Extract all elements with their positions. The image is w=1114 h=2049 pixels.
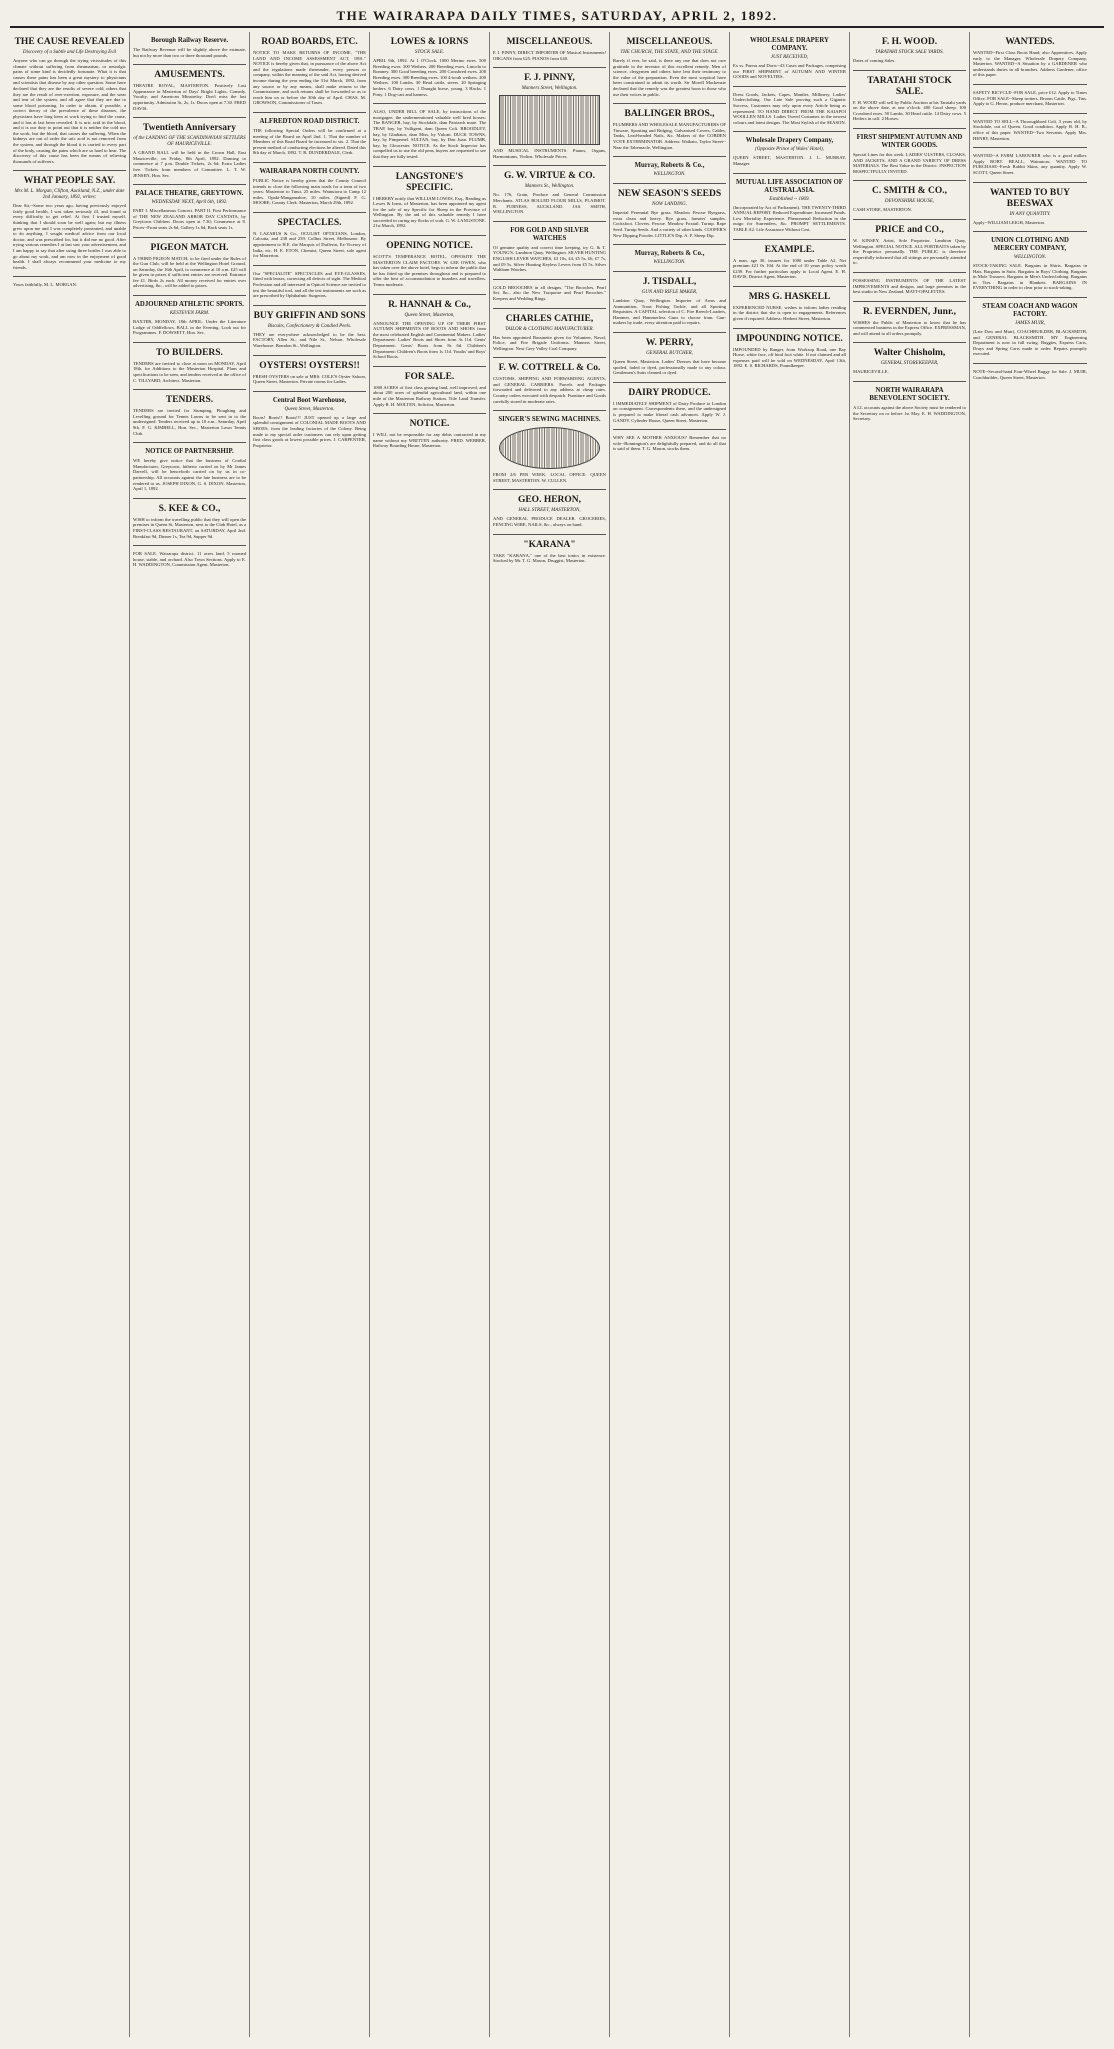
article-block: [973, 364, 1087, 386]
article-subhead: NOW LANDING.: [651, 202, 687, 208]
article-subhead: Queen Street, Masterton,: [404, 312, 455, 318]
article-headline: OYSTERS! OYSTERS!!: [259, 360, 360, 371]
article-text: MAURICEVILLE.: [853, 369, 889, 375]
article-block: [253, 392, 366, 455]
article-block: [493, 166, 606, 221]
article-text: AND GENERAL PRODUCE DEALER. GROCERIES, FENCING WIRE, NAILS, &c., always on hand.: [493, 516, 606, 528]
article-block: [133, 296, 246, 343]
article-text: Of genuine quality and correct time keeping, try G. & T. YOUNG'S, Lambton Quay, Wellington. SILVER HUNTING ENGLISH LEVER WATCHES, £3 10s, £4, £5 5s, £6, £7 7s, and £9 5s. Silver Hunting Keyless Levers from £5 5s. Silver Waltham Watches.: [493, 244, 606, 273]
article-headline: WHOLESALE DRAPERY COMPANY.: [750, 37, 829, 52]
article-headline: FOR GOLD AND SILVER WATCHES: [510, 226, 589, 242]
article-headline: WHAT PEOPLE SAY.: [23, 176, 116, 187]
article-text: Our "SPECIALITE" SPECTACLES and EYE-GLASSES, fitted with lenses, correcting all defects of sight. The Medical Profession and all interested in Optical Science are invited to test the beautiful tool, and all the test instruments are such as are prescribed by Ophthalmic Surgeons.: [253, 270, 366, 299]
article-text: EXPERIENCED NURSE, wishes to inform ladies residing in the district that she is open to engagements. References given if required. Address: Herbert Street, Masterton.: [733, 304, 846, 322]
article-headline: EXAMPLE.: [764, 244, 815, 255]
article-subhead: JUST RECEIVED,: [770, 55, 809, 60]
article-headline: GEO. HERON,: [517, 495, 582, 506]
column-1: [10, 32, 130, 2037]
article-text: Lambton Quay, Wellington. Importer of Arms and Ammunition, Trout Fishing Tackle, and all Sporting Requisites. A CAPITAL selection of C. Fire Breech-Loaders, Hammer, and Hammerless Guns to choose from. Gun-makers by trade, every attention paid to repairs.: [613, 298, 726, 326]
article-block: [853, 71, 966, 129]
article-text: PLUMBERS AND WHOLESALE MANUFACTURERS OF Tinware, Spouting and Ridging, Galvanised Covers, Cables, Tanks, Lead-headed Nails, &c. Makers of the COBDEN VOTE EXTERMINATOR. Address: Waikato, Taylor Street--Near the Tabernacle, Wellington.: [613, 122, 726, 150]
article-block: [133, 343, 246, 390]
article-block: [133, 443, 246, 499]
article-headline: FIRST SHIPMENT AUTUMN AND WINTER GOODS.: [856, 133, 963, 149]
article-subhead: (Opposite Prince of Wales' Hotel),: [755, 147, 824, 153]
article-subhead: IN ANY QUANTITY.: [1009, 211, 1051, 217]
article-headline: ROAD BOARDS, ETC.: [261, 37, 358, 47]
article-block: [973, 183, 1087, 233]
article-text: I WILL not be responsible for any debts contracted in my name without my WRITTEN authority. FRED. WEBBER, Railway Boarding House, Masterton.: [373, 432, 486, 449]
article-block: [253, 266, 366, 306]
article-block: [253, 113, 366, 163]
article-block: [373, 32, 486, 104]
article-text: THEATRE ROYAL, MASTERTON. Positively Last Appearance in Masterton of Days' Bright Lights, Comedy, Vocalty, and American Minstrelsy. Don't miss the last opportunity. Admission 3s, 2s, 1s. Doors open at 7.30. FRED DAVIS.: [133, 83, 246, 111]
article-headline: LANGSTONE'S SPECIFIC.: [395, 171, 464, 193]
article-block: [13, 277, 126, 294]
article-headline: WANTEDS.: [1005, 37, 1055, 47]
article-text: Boots! Boots!! Boots!!! JUST opened up a large and splendid consignment of COLONIAL MADE BOOTS AND SHOES, from the leading factories of the Colony. Being made to my special order customers can rely upon getting first class goods at lowest possible prices. J. CARPENTER, Proprietor.: [253, 414, 366, 448]
article-headline: W. PERRY,: [645, 338, 694, 349]
article-text: GOLD BROOCHES in all designs. "The Brooches, Pearl Set, &c., also the New Turquoise and Pearl Brooches." Keepers and Wedding Rings.: [493, 284, 606, 301]
article-text: Yours faithfully, M. L. MORGAN.: [13, 282, 78, 288]
article-subhead: STOCK SALE.: [414, 50, 445, 55]
column-4: [370, 32, 490, 2037]
article-block: [973, 232, 1087, 298]
article-text: (Late Dow and Muir), COACHBUILDER, BLACKSMITH, and GENERAL BLACKSMITH. MY Engineering Department is now in full swing. Buggies, Express Carts, Drays and Spring Carts made to order. Repairs promptly executed.: [973, 329, 1087, 357]
article-subhead: KESTEVEN FARM.: [169, 311, 210, 317]
article-block: [13, 171, 126, 277]
article-block: [373, 295, 486, 367]
article-block: [853, 32, 966, 71]
article-subhead: WELLINGTON.: [1013, 255, 1047, 261]
article-block: [973, 85, 1087, 114]
article-headline: F. J. PINNY,: [524, 73, 575, 84]
article-text: 1000 ACRES of first class grazing land, well improved, and about 200 acres of splendid agricultural land, within one mile of the Masterton Railway Station. Title Land Transfer. Apply R. H. MOLTEN, Solicitor, Masterton.: [373, 384, 486, 407]
article-block: [613, 272, 726, 333]
article-block: [973, 32, 1087, 85]
article-text: Rarely if ever, be said, is there any one that does not owe gratitude to the inventor of this excellent remedy. Men of science, clergymen and others have lent their testimony to the value of the preparation. Even the most sceptical have been constrained to admit its worth. Sir Morell Mackenzie declared that the remedy was the greatest boon to those who use their voices in public.: [613, 58, 726, 97]
article-block: [493, 280, 606, 309]
article-subhead: Established -- 1869.: [769, 196, 810, 202]
article-headline: PALACE THEATRE, GREYTOWN.: [135, 190, 244, 198]
article-headline: PRICE and CO.,: [875, 224, 944, 235]
article-text: THE following Special Orders will be confirmed at a meeting of the Board on April 2nd. 1. That the number of Members of this Road Board be increased to six. 2. That the present method of conducting elections be altered. Dated this 8th day of March, 1892. T. R. DUNDERDALE, Clerk.: [253, 127, 366, 156]
article-headline: NORTH WAIRARAPA BENEVOLENT SOCIETY.: [869, 387, 950, 403]
article-headline: "KARANA": [523, 539, 576, 550]
article-headline: MISCELLANEOUS.: [626, 37, 713, 47]
article-block: [13, 32, 126, 171]
article-block: [133, 118, 246, 185]
article-subhead: Queen Street, Masterton.: [284, 406, 335, 412]
article-headline: DAIRY PRODUCE.: [628, 387, 711, 398]
article-block: [613, 104, 726, 157]
article-text: TENDERS are invited to close at noon on MONDAY, April 18th, for Additions to the Masterton Hospital. Plans and specifications to be seen, and tenders received at the office of C. TILLYARD, Architect, Masterton.: [133, 360, 246, 383]
article-subhead: GENERAL BUTCHER,: [646, 351, 693, 357]
article-block: [973, 148, 1087, 182]
article-headline: F. W. COTTRELL & Co.: [498, 363, 601, 374]
article-text: BAXTER, MONDAY, 18th APRIL. Under the Literature Lodge of Oddfellows. BALL in the Evening. Look out for Programmes. F. DOWSETT, Hon. Sec.: [133, 319, 246, 336]
article-headline: TENDERS.: [165, 395, 214, 406]
column-3: [250, 32, 370, 2037]
article-headline: WANTED TO BUY BEESWAX: [990, 187, 1070, 209]
article-headline: MUTUAL LIFE ASSOCIATION OF AUSTRALASIA.: [736, 178, 843, 194]
article-block: [853, 382, 966, 428]
article-headline: BALLINGER BROS.,: [624, 109, 715, 120]
article-text: Dress Goods, Jackets, Capes, Mantles, Millinery, Ladies' Underclothing. Our Late Sale proving such a Gigantic Success, Customers may rely upon every Article being as represented. TO HAND DIRECT FROM THE KAIAPOI WOOLLEN MILLS. Ladies Tweed Costumes in the newest colours and latest designs. The Most Stylish of the SEASON.: [733, 91, 846, 125]
article-headline: PIGEON MATCH.: [150, 242, 229, 253]
article-headline: ALFREDTON ROAD DISTRICT.: [259, 117, 360, 125]
article-block: [853, 220, 966, 273]
article-block: [973, 298, 1087, 364]
article-block: [733, 87, 846, 133]
article-block: [253, 306, 366, 356]
column-9: [970, 32, 1090, 2037]
article-headline: Walter Chisholm,: [873, 348, 946, 359]
column-6: [610, 32, 730, 2037]
article-text: A LL accounts against the above Society must be rendered to the Secretary on or before 1st May. E. H. WADDINGTON, Secretary.: [853, 405, 966, 422]
article-subhead: Mrs M. L. Morgan, Clifton, Auckland, N.Z., under date 2nd January, 1892, writes:: [14, 189, 125, 201]
article-subhead: HALL STREET, MASTERTON,: [518, 508, 581, 514]
article-block: [493, 32, 606, 68]
article-text: Dear Sir,--Some two years ago, having previously enjoyed fairly good health, I was taken seriously ill, and found at every difficulty to get relief. At first I trusted myself, thinking that I should soon be well again; but my illness grew upon me and I was completely prostrated, and unable to do anything. I sought medical advice from our local doctor, and was prescribed for, but it did me no good. After trying various remedies I at last saw your advertisement, and I am happy to say that after using three bottles I was able to go about my work, and am now in the enjoyment of good health. I shall always recommend your medicine to my friends.: [13, 203, 126, 270]
article-block: [133, 546, 246, 574]
column-5: [490, 32, 610, 2037]
article-block: [373, 414, 486, 455]
article-headline: IMPOUNDING NOTICE.: [736, 333, 843, 344]
article-block: [373, 167, 486, 237]
article-text: Anyone who can go through the trying vicissitudes of this climate without suffering from rheumatism, or neuralgic pains of some kind is decidedly fortunate. What it is that causes these pains has been a great mystery to physicians and scientists that disease by any other question. Some have declared that they are the results of severe cold, others that they are the result of over-exertion, exposure, and the wear and tear of the system, and all agree that they are due to some blood poisoning. In order to obtain, if possible, a correct theory of the prevalence of these diseases, the physicians have long been at work trying to find the cause, and it has at last been revealed. It is uric acid in the blood, and it is our duty to point out that it is neither the cold nor the work, but the blood, that causes the suffering. When the kidneys are out of order the uric acid is not removed from the system, and through the blood it is carried to every part of the body, causing the pains which are so hard to bear. The discovery of this cause has been the means of relieving thousands of sufferers.: [13, 58, 126, 164]
article-block: [853, 129, 966, 181]
article-text: PUBLIC Notice is hereby given that the County Council intends to close the following main roads for a term of two years: Masterton to Tinui, 25 miles. Wainuioru to Camp 12 miles. Opaki-Mangamahoe, 10 miles. (Signed) F. G. MOORE, County Clerk. Masterton, March 29th, 1892.: [253, 177, 366, 206]
article-headline: G. W. VIRTUE & CO.: [503, 171, 596, 182]
article-block: [613, 333, 726, 383]
article-headline: Central Boot Warehouse,: [272, 396, 347, 404]
article-headline: THE CAUSE REVEALED: [14, 37, 125, 47]
article-text: Queen Street, Masterton. Ladies' Dresses that have become spoiled, faded or dyed, professionally made to any colour. Gentlemen's Suits cleaned or dyed.: [613, 359, 726, 376]
article-block: [613, 383, 726, 430]
article-block: [133, 499, 246, 546]
article-subhead: Biscuits, Confectionery & Candied Peels.: [267, 323, 352, 329]
article-subhead: Manners Street, Wellington.: [521, 86, 578, 92]
article-text: WANTED--A FARM LABOURER who is a good milker. Apply ROBT. BEALL, Wainuioru. WANTED TO PURCHASE--Fresh Rabbit Skins, any quantity. Apply W. SCOTT, Queen Street.: [973, 153, 1087, 175]
article-subhead: WELLINGTON.: [653, 260, 686, 266]
article-block: [613, 184, 726, 245]
article-block: [373, 367, 486, 414]
article-text: F. J. PINNY, DIRECT IMPORTER OF Musical Instruments! ORGANS from £25. PIANOS from £40.: [493, 50, 606, 61]
article-subhead: Manners St., Wellington.: [524, 184, 575, 190]
article-block: [733, 329, 846, 375]
article-text: WE hereby give notice that the business of Cordial Manufacturer, Greytown, hitherto carried on by Mr James Darvell, will be henceforth carried on by us in co-partnership. All accounts against the late business are to be rendered to us. JOSEPH DIXON, G. S. DIXON. Masterton, April 1, 1892.: [133, 458, 246, 492]
article-subhead: TAILOR & CLOTHING MANUFACTURER.: [505, 326, 594, 332]
article-text: POSSESSING INSTRUMENTS OF THE LATEST IMPROVEMENTS and designs, and large premises in the best studio in New Zealand. MATT-OPALETTES.: [853, 277, 966, 295]
article-headline: OPENING NOTICE.: [386, 241, 473, 252]
article-headline: MRS G. HASKELL: [748, 291, 831, 302]
article-text: SCOTT'S TEMPERANCE HOTEL, OPPOSITE THE MASTERTON CLAIM FACTORY. W. LEE OWEN, who has taken over the above hotel, begs to inform the public that he has fitted up the premises throughout and is prepared to offer the best of accommodation to boarders and travellers. Terms moderate.: [373, 254, 486, 288]
article-block: [373, 236, 486, 295]
column-2: [130, 32, 250, 2037]
article-headline: Wholesale Drapery Company,: [745, 137, 834, 145]
article-text: TENDERS are invited for Stumping, Ploughing and Levelling ground for Tennis Lawns to be sent in to the undersigned. Tenders received up to 10 a.m., Saturday, April 9th. F. G. KIMBELL, Hon. Sec., Masterton Lawn Tennis Club.: [133, 408, 246, 436]
article-block: [493, 222, 606, 280]
article-block: [493, 68, 606, 166]
article-text: CUSTOMS, SHIPPING AND FORWARDING AGENTS, and GENERAL CARRIERS. Parcels and Packages forwarded and delivered to any address at cheap rates. Country orders executed with despatch. Furniture and Goods carefully stored in moderate rates.: [493, 376, 606, 404]
article-block: [733, 174, 846, 240]
article-headline: AMUSEMENTS.: [154, 70, 225, 81]
article-headline: MISCELLANEOUS.: [506, 37, 593, 47]
article-headline: NOTICE.: [409, 419, 450, 430]
article-text: No. 176, Grain, Produce and General Commission Merchants. ATLAS BOLLED FLOUR MILLS, PLAIMOT. R. FURNESS, AUCKLAND. JAS. SMITH, WELLINGTON.: [493, 192, 606, 215]
engraving-illustration: [499, 95, 600, 145]
article-text: W. KINSEY, Artist, Sole Proprietor. Lambton Quay, Wellington. SPECIAL NOTICE. ALL PORTRAITS taken by the Proprietor personally. THE PUBLIC is therefore respectfully informed that all sittings are personally attended to.: [853, 237, 966, 266]
article-text: PART I. Miscellaneous Concert. PART II. First Performance of THE NEW ZEALAND ARBOR DAY CANTATA, by Greytown Children. Doors open at 7.30; Commence at 8. Prices--Front seats 2s 6d, Gallery 1s 6d, Back seats 1s.: [133, 208, 246, 230]
article-block: [493, 490, 606, 534]
article-block: [733, 32, 846, 87]
article-headline: NOTICE OF PARTNERSHIP.: [145, 448, 234, 456]
article-block: [133, 65, 246, 118]
article-headline: Borough Railway Reserve.: [150, 37, 229, 44]
article-headline: SINGER'S SEWING MACHINES.: [498, 416, 601, 424]
article-block: [973, 114, 1087, 148]
article-headline: WAIRARAPA NORTH COUNTY.: [259, 167, 360, 175]
article-subhead: Discovery of a Subtle and Life Destroying Evil: [22, 50, 117, 55]
article-text: I HEREBY notify that WILLIAM LOWES, Esq., Reading us Lowes & Iorns, of Masterton, has been appointed my agent for the sale of my Specific for Sheep in the Province of Wellington. By the aid of this valuable remedy I have succeeded in curing my flocks of scab. G. W. LANGSTONE. 21st March, 1892.: [373, 195, 486, 229]
article-headline: LOWES & IORNS: [390, 37, 469, 47]
article-text: The Railway Revenue will be slightly above the estimate, but not by more than two or three thousand pounds.: [133, 47, 246, 58]
article-headline: S. KEE & CO.,: [158, 503, 221, 514]
article-text: ANNOUNCE THE OPENING UP OF THEIR FIRST AUTUMN SHIPMENTS OF BOOTS AND SHOES from the most celebrated English and Continental Makers. Ladies' Department: Ladies' Boots and Shoes from 3s 11d. Gents' Department: Gents' Boots from 8s 6d. Children's Department: Children's Boots from 1s 11d. Youths' and Boys' School Boots.: [373, 320, 486, 360]
article-block: [613, 430, 726, 458]
article-block: [133, 185, 246, 237]
article-block: [373, 104, 486, 166]
article-headline: Murray, Roberts & Co.,: [634, 250, 705, 258]
article-headline: SPECTACLES.: [277, 217, 342, 228]
article-headline: STEAM COACH AND WAGON FACTORY.: [982, 303, 1078, 319]
article-block: [613, 157, 726, 184]
article-subhead: TARATAHI STOCK SALE YARDS.: [875, 50, 944, 55]
article-text: A man, age 30, insures for 1000 under Table A2. Net premium £21 0s 10d. At the end of 10 years policy worth £239. For further particulars apply to Local Agent. E. H. DAVIS, District Agent, Masterton.: [733, 257, 846, 280]
article-headline: R. EVERNDEN, Junr.,: [862, 306, 957, 317]
article-subhead: THE CHURCH, THE STATE, AND THE STAGE.: [620, 50, 719, 55]
article-text: STOCK-TAKING SALE. Bargains in Shirts. Bargains in Hats. Bargains in Suits. Bargains in Boys' Clothing. Bargains in Mole Trousers. Bargains in Men's Underclothing. Bargains in Ties. Bargains in Blankets. BARGAINS IN EVERYTHING in order to clear prior to stock-taking.: [973, 263, 1087, 291]
article-block: [853, 343, 966, 382]
article-headline: CHARLES CATHIE,: [505, 313, 594, 324]
article-subhead: of the LANDING OF THE SCANDINAVIAN SETTLERS OF MAURICEVILLE.: [133, 136, 246, 148]
column-8: [850, 32, 970, 2037]
article-block: [853, 302, 966, 344]
article-text: Has been appointed Bassinette given for Volunteer, Naval, Police, and Fire Brigade Uniforms. Manners Street, Wellington. Next Grey Valley Coal Company.: [493, 334, 606, 351]
engraving-illustration: [499, 427, 600, 469]
article-text: Dates of coming Sales.: [853, 58, 896, 63]
article-headline: Murray, Roberts & Co.,: [634, 162, 705, 170]
article-text: APRIL 9th, 1892. At 1 O'Clock. 1000 Merino ewes. 500 Breeding ewes. 300 Wethers. 200 Breeding ewes, Lincoln to Romney. 300 Good breeding ewes. 200 Crossbred ewes. 200 Breeding ewes. 300 Breeding ewes. 100 4-tooth wethers. 200 Wethers. 100 Lambs. 30 Head cattle, steers. 20 Springing heifers. 6 Dairy cows. 1 Draught horse, young. 3 Hacks. 1 Pony. 1 Dog-cart and harness.: [373, 58, 486, 97]
article-text: Imperial Perennial Rye grass. Meadow Fescue Ryegrass, extra clean and heavy. Rye grass, farmers' samples. Cocksfoot. Clovers. Fescue. Meadow Foxtail. Turnip. Rape Seed. Turnip Seeds. And a variety of other kinds. COOPER'S New Dipping Powder. LITTLE'S Dip. A. F. Sheep Dip.: [613, 210, 726, 238]
article-subhead: GENERAL STOREKEEPER,: [880, 361, 939, 367]
article-block: [493, 411, 606, 490]
article-subhead: WEDNESDAY NEXT, April 6th, 1892.: [151, 200, 228, 206]
column-7: [730, 32, 850, 2037]
article-text: Special Lines for this week. LADIES' ULSTERS, CLOAKS, AND JACKETS, AND A GRAND VARIETY OF DRESS MATERIALS. The Best Value in the District. INSPECTION RESPECTFULLY INVITED.: [853, 151, 966, 174]
article-block: [493, 358, 606, 411]
article-block: [493, 309, 606, 359]
article-block: [733, 287, 846, 329]
article-text: I IMMEDIATELY SHIPMENT of Dairy Produce to London on consignment. Correspondents there, and the undersigned is prepared to make liberal cash advances. Apply W. J. GANDY, Cylinder House, Queen Street, Masterton.: [613, 400, 726, 423]
article-text: FOR SALE. Wairarapa district. 11 acres land, 5 roomed house, stable, and orchard. Also Town Sections. Apply to E. H. WADDINGTON, Commission Agent, Masterton.: [133, 551, 246, 568]
article-block: [613, 32, 726, 104]
masthead-title: THE WAIRARAPA DAILY TIMES, SATURDAY, APRIL 2, 1892.: [10, 6, 1104, 28]
article-text: WISHES the Public of Masterton to know that he has commenced business in the Express Office. EXPRESSMAN, and will attend to all orders promptly.: [853, 319, 966, 336]
article-headline: F. H. WOOD.: [881, 37, 938, 47]
article-block: [133, 238, 246, 297]
article-block: [613, 245, 726, 272]
article-text: ALSO, UNDER BILL OF SALE, by instructions of the mortgagee, the undermentioned valuable well bred horses: The RANGER, bay, by Stockdale, dam Patriarch mare. The TRAP, bay, by Vulligent, dam Queen Colt. BROODLEY, bay, by Gladiator, dam Miss, by Vulcan. DUCK TOWNS, bay, by Pimpernel. SULTAN, bay, by Don Juan. PLUMB, bay, by Gloucester. NOTICE. As the Stock Inspector has compelled us to use the old pens, buyers are requested to see that they are fully tested.: [373, 109, 486, 159]
article-text: WANTED--First Class Boots Hand; also Apprentices. Apply early to the Manager, Wholesale Drapery Company, Masterton. WANTED--A Situation by a GARDENER who understands duties in all branches. Address Gardener, office of this paper.: [973, 50, 1087, 78]
article-headline: C. SMITH & CO.,: [872, 186, 947, 197]
article-text: QUEEN STREET, MASTERTON. J. L. MURRAY, Manager.: [733, 155, 846, 166]
article-block: [253, 213, 366, 266]
article-block: [733, 240, 846, 287]
article-headline: FOR SALE.: [404, 371, 455, 382]
article-block: [733, 132, 846, 173]
article-text: NOTICE TO MAKE RETURNS OF INCOME. "THE LAND AND INCOME ASSESSMENT ACT, 1891." NOTICE is hereby given that, in pursuance of the above Act and the regulations made thereunder, every person or company, within the meaning of the said Act, having derived income during the year ending the 31st March, 1892, from any source or by any means, shall make returns to the Commissioner, and such returns shall be forwarded so as to reach him on or before the 30th day of April. CHAS. M. GROWSON, Commissioner of Taxes.: [253, 50, 366, 106]
article-text: N. LAZARUS & Co., OCULIST OPTICIANS, London, Calcutta, and 238 and 239, Collins Street, Melbourne. By appointment to H.E. the Marquis of Dufferin, Ex-Viceroy of India, etc. H. E. ETON, Chemist, Queen Street, sole agent for Masterton.: [253, 230, 366, 259]
article-text: Ex ss. Parera and Doric--43 Cases and Packages, comprising our FIRST SHIPMENT of AUTUMN AND WINTER GOODS and NOVELTIES.: [733, 63, 846, 80]
article-headline: J. TISDALL,: [642, 277, 697, 288]
article-text: (Incorporated by Act of Parliament). THE TWENTY-THIRD ANNUAL REPORT. Reduced Expenditure. Increased Funds. Low Mortality Experience. Phenomenal Reduction in the outgo for Surrenders, &c. PROMPT SETTLEMENTS. TABLE A2. Life Assurance Without Cost.: [733, 204, 846, 232]
article-headline: NEW SEASON'S SEEDS: [617, 189, 722, 200]
article-text: NOTE--Second-hand Four-Wheel Buggy for Sale. J. MUIR, Coachbuilder, Queen Street, Masterton.: [973, 369, 1087, 380]
article-headline: TARATAHI STOCK SALE.: [867, 75, 952, 97]
article-block: [493, 535, 606, 570]
article-text: FROM 2/6 PER WEEK. LOCAL OFFICE: QUEEN STREET, MASTERTON. W. CULLEN.: [493, 472, 606, 483]
article-text: THEY are everywhere acknowledged to be the best. FACTORY, Allen St., and Nile St., Nelson. Wholesale Warehouse: Brandon St., Wellington.: [253, 331, 366, 348]
article-subhead: JAMES MUIR,: [1015, 321, 1045, 327]
article-text: F. H. WOOD will sell by Public Auction at his Taratahi yards on the above date, at one o'clock. 400 Good sheep. 100 Crossbred ewes. 50 Lambs. 30 Head cattle. 14 Dairy cows. 5 Heifers in calf. 2 Horses.: [853, 99, 966, 122]
article-text: AND MUSICAL INSTRUMENTS. Pianos, Organs, Harmoniums, Violins. Wholesale Prices.: [493, 148, 606, 159]
article-text: FRESH OYSTERS on sale at MRS. COLE'S Oyster Saloon, Queen Street, Masterton. Private rooms for Ladies.: [253, 373, 366, 385]
article-subhead: WELLINGTON.: [653, 172, 686, 178]
article-block: [133, 390, 246, 443]
article-headline: UNION CLOTHING AND MERCERY COMPANY,: [991, 237, 1069, 253]
article-text: A THIRD PIGEON MATCH, to be fired under the Rules of the Gun Club, will be held at the Wellington Hotel Ground, on Saturday, the 16th April, to commence at 10 a.m. £25 will be given in prizes if sufficient entries are received. Entrance fee £1. Birds 2s each. All money received for entries over advertising, &c., will be added to prizes.: [133, 255, 246, 289]
article-text: TAKE "KARANA," one of the best tonics in existence. Stocked by Mr. T. G. Mason, Druggist, Masterton.: [493, 552, 606, 564]
article-text: IMPOUNDED by Ranger, from Worksop Road, one Bay Horse, white face, off hind foot white. If not claimed and all expenses paid will be sold on WEDNESDAY, April 13th, 1892. E. S. RICHARDS, Poundkeeper.: [733, 346, 846, 369]
article-headline: TO BUILDERS.: [156, 347, 223, 358]
article-headline: BUY GRIFFIN AND SONS: [253, 310, 366, 321]
article-text: SAFETY BICYCLE--FOR SALE, price £12. Apply to Times Office. FOR SALE--Sheep trotters, Broom Cattle, Pigs, Tins. Apply to G. Heron, produce merchant, Masterton.: [973, 89, 1087, 107]
article-text: Apply--WILLIAM LEIGH, Masterton.: [973, 219, 1045, 225]
article-block: [253, 32, 366, 113]
article-subhead: GUN AND RIFLE MAKER,: [641, 290, 698, 296]
columns-container: [10, 32, 1104, 2037]
article-headline: ADJOURNED ATHLETIC SPORTS.: [135, 301, 244, 309]
article-headline: Twentieth Anniversary: [143, 123, 236, 134]
article-block: [253, 356, 366, 392]
article-block: [853, 273, 966, 302]
article-block: [133, 32, 246, 65]
article-text: WHY SEE A MOTHER ANXIOUS? Remember that no wife--Bonnington's are delightfully prepared, and do all that is said of them. T. G. Mason, stocks them.: [613, 435, 726, 452]
article-subhead: DEVONSHIRE HOUSE,: [884, 199, 935, 205]
article-text: A GRAND BALL will be held in the Crown Hall, East Mauriceville, on Friday, 8th April, 1892. Dancing to commence at 7 p.m. Double Tickets, 2s 6d; Extra Ladies free. Tickets from members of Committee. L. T. W. JENSEN, Hon. Sec.: [133, 150, 246, 178]
article-block: [853, 181, 966, 220]
article-text: CASH STORE, MASTERTON.: [853, 207, 913, 213]
article-block: [253, 163, 366, 213]
article-text: WANTED TO SELL--A Thoroughbred Colt, 3 years old, by Stockdale, out of Queen. Good condition. Apply R. H. B., office of this paper. WANTED--Two Servants. Apply Mrs. HENRY, Masterton.: [973, 118, 1087, 141]
article-headline: R. HANNAH & Co.,: [388, 299, 471, 310]
article-text: WISH to inform the travelling public that they will open the premises in Queen St, Masterton, next to the Club Hotel, as a FIRST-CLASS RESTAURANT, on SATURDAY, April 2nd. Breakfast 9d, Dinner 1s, Tea 9d, Supper 9d.: [133, 516, 246, 539]
